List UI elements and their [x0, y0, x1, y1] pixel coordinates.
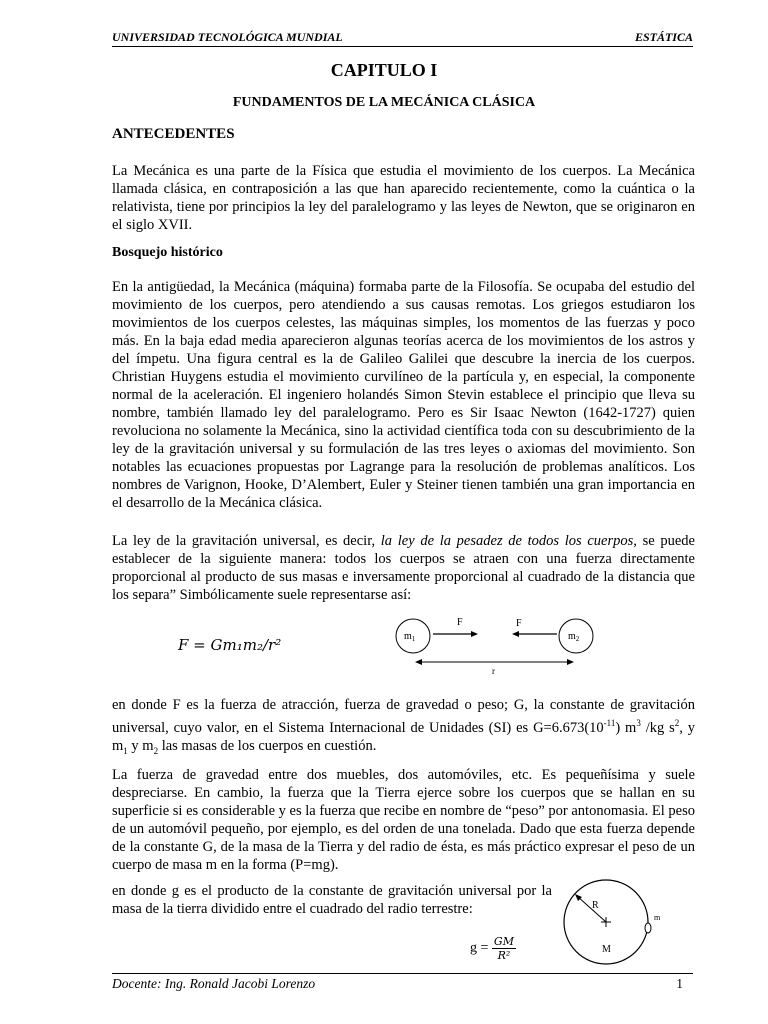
g-formula-numerator: GM [493, 935, 514, 948]
constant-sub-1: 1 [123, 745, 128, 756]
small-mass-body [645, 923, 651, 933]
two-masses-diagram [380, 610, 610, 680]
gravitation-text-italic: la ley de la pesadez de todos los cuerpos [380, 533, 634, 549]
constant-text-6: las masas de los cuerpos en cuestión. [158, 737, 377, 754]
force-label-1: F [457, 617, 463, 628]
gravitation-text-b: , se puede establecer de la siguiente manera: todos los cuerpos se atraen con una fuerza directamente proporcional al producto de sus masas e inversamente proporcional al cuadrado de la distancia que los separa” Simbólicamente suele representarse así: [112, 533, 695, 603]
distance-arrow-head-left [415, 659, 422, 665]
force-arrow-right-head [471, 631, 478, 637]
paragraph-gravitation [112, 532, 695, 604]
constant-text-4: , y m [112, 719, 696, 754]
force-arrow-left-head [512, 631, 519, 637]
page-number: 1 [676, 976, 683, 991]
earth-radius-label: R [592, 900, 599, 911]
earth-diagram [558, 872, 668, 972]
gravitation-text-a: La ley de la gravitación universal, es decir, [112, 533, 381, 549]
paragraph-weight: La fuerza de gravedad entre dos muebles, dos automóviles, etc. Es pequeñísima y suele despreciarse. En cambio, la fuerza que la Tierra ejerce sobre los cuerpos que se hallan en su superficie si es considerable y es la fuerza que recibe en nombre de “peso” por antonomasia. El peso de un automóvil pequeño, por ejemplo, es del orden de una tonelada. Dado que esta fuerza depende de la constante G, de la masa de la Tierra y del radio de ésta, es más práctico expresar el peso de un cuerpo de masa m en la forma (P=mg). [112, 767, 695, 873]
paragraph-g-definition: en donde g es el producto de la constante de gravitación universal por la masa de la tierra dividido entre el cuadrado del radio terrestre: [112, 883, 552, 917]
paragraph-bosquejo: En la antigüedad, la Mecánica (máquina) formaba parte de la Filosofía. Se ocupaba del estudio del movimiento de los cuerpos, pero atendiendo a sus causas remotas. Los griegos estudiaron los movimientos de los cuerpos celestes, las máquinas simples, los momentos de las fuerzas y poco más. En la baja edad media aparecieron algunas teorías acerca de los movimientos de los astros y del ímpetu. Una figura central es la de Galileo Galilei que descubre la inercia de los cuerpos. Christian Huygens estudia el movimiento curvilíneo de la partícula y, en especial, la componente normal de la aceleración. El ingeniero holandés Simon Stevin establece el principio que lleva su nombre, también llamado ley del paralelogramo. Pero es Sir Isaac Newton (1642-1727) quien revoluciona no solamente la Mecánica, sino la actividad científica toda con su descubrimiento de la ley de la gravitación universal y su formulación de las tres leyes o axiomas del movimiento. Son notables las ecuaciones propuestas por Lagrange para la resolución de problemas analíticos. Los nombres de Varignon, Hooke, D’Alembert, Euler y Steiner tienen también una gran importancia en el desarrollo de la Mecánica clásica. [112, 279, 695, 511]
constant-sub-2: 2 [153, 745, 159, 756]
g-formula-fraction [492, 935, 516, 962]
footer-instructor: Docente: Ing. Ronald Jacobi Lorenzo [112, 976, 316, 991]
paragraph-constant [112, 696, 695, 760]
paragraph-antecedentes: La Mecánica es una parte de la Física que estudia el movimiento de los cuerpos. La Mecánica llamada clásica, en contraposición a las que han aparecido recientemente, como la cuántica o la relativista, tiene por principios la ley del paralelogramo y las leyes de Newton, que se originaron en el siglo XVII. [112, 163, 695, 233]
gravitation-formula: F = Gm₁m₂/r² [178, 636, 282, 654]
constant-text-5: y m [127, 737, 154, 754]
header-course: ESTÁTICA [634, 30, 693, 44]
small-mass-label: m [654, 913, 661, 922]
g-formula-lhs: g = [470, 940, 489, 956]
force-label-2: F [516, 618, 522, 629]
page-footer [112, 973, 693, 992]
chapter-subtitle: FUNDAMENTOS DE LA MECÁNICA CLÁSICA [232, 95, 536, 110]
constant-text-1: en donde F es la fuerza de atracción, fuerza de gravedad o peso; G, la constante de gravitación universal, cuyo valor, en el Sistema Internacional de Unidades (SI) es G=6.673(10 [112, 697, 695, 736]
distance-label: r [492, 666, 495, 676]
earth-mass-label: M [602, 944, 611, 955]
constant-text-3: /kg s [640, 719, 675, 736]
constant-exp-1: -11 [603, 718, 616, 728]
g-formula [470, 935, 516, 962]
page-header [112, 30, 693, 47]
constant-exp-3: 2 [674, 718, 680, 728]
constant-exp-2: 3 [636, 718, 641, 728]
section-heading-bosquejo: Bosquejo histórico [112, 245, 223, 260]
mass-2-label: $m_2$ [568, 631, 580, 643]
header-university: UNIVERSIDAD TECNOLÓGICA MUNDIAL [112, 30, 343, 44]
constant-text-2: ) m [615, 719, 637, 736]
distance-arrow-head-right [567, 659, 574, 665]
section-heading-antecedentes: ANTECEDENTES [112, 126, 235, 142]
g-formula-denominator: R² [497, 949, 511, 962]
mass-1-label: $m_1$ [404, 631, 416, 643]
chapter-title: CAPITULO I [330, 60, 438, 80]
